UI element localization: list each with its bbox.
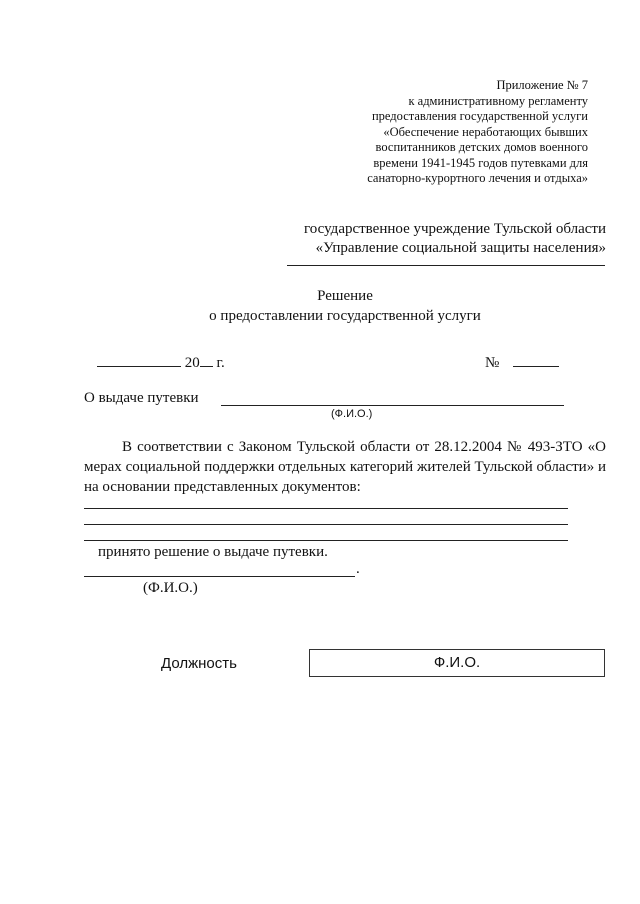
organization-block xyxy=(288,220,606,258)
issue-label: О выдаче путевки xyxy=(84,390,199,406)
title-line-2: о предоставлении государственной услуги xyxy=(209,308,481,324)
title-line-1: Решение xyxy=(317,288,373,304)
appendix-block xyxy=(367,78,588,187)
fio-box: Ф.И.О. xyxy=(309,649,605,677)
appendix-line: Приложение № 7 xyxy=(496,78,588,92)
date-year-prefix: 20 xyxy=(184,355,200,371)
number-field xyxy=(485,355,559,372)
appendix-line: «Обеспечение неработающих бывших xyxy=(383,124,588,139)
appendix-line: предоставления государственной услуги xyxy=(371,109,588,123)
date-suffix: г. xyxy=(216,355,225,371)
date-year-blank[interactable] xyxy=(200,366,213,367)
document-title xyxy=(0,286,640,326)
issue-fio-hint: (Ф.И.О.) xyxy=(331,408,373,420)
date-field xyxy=(97,355,225,372)
organization-line-2: «Управление социальной защиты населения» xyxy=(315,240,606,256)
basis-paragraph xyxy=(84,437,606,497)
number-blank[interactable] xyxy=(513,366,559,367)
date-day-blank[interactable] xyxy=(97,366,181,367)
documents-line-2[interactable] xyxy=(84,524,568,525)
organization-line-1: государственное учреждение Тульской области xyxy=(304,221,606,237)
appendix-line: воспитанников детских домов военного xyxy=(375,140,588,154)
decision-text: принято решение о выдаче путевки. xyxy=(98,544,328,560)
signer-blank[interactable] xyxy=(84,576,355,577)
number-label: № xyxy=(485,355,500,371)
basis-text: В соответствии с Законом Тульской области от 28.12.2004 № 493-ЗТО «О мерах социальной поддержки отдельных категорий жителей Тульской области» и на основании представленных документов: xyxy=(84,439,606,495)
documents-line-3[interactable] xyxy=(84,540,568,541)
issue-fio-blank[interactable] xyxy=(221,405,564,406)
appendix-line: к административному регламенту xyxy=(408,93,588,108)
organization-underline xyxy=(287,265,605,266)
signer-dot: . xyxy=(356,561,360,577)
position-label: Должность xyxy=(161,655,237,672)
signer-fio-label: (Ф.И.О.) xyxy=(143,580,198,596)
documents-line-1[interactable] xyxy=(84,508,568,509)
appendix-line: времени 1941-1945 годов путевками для xyxy=(373,155,588,170)
appendix-line: санаторно-курортного лечения и отдыха» xyxy=(367,171,588,185)
